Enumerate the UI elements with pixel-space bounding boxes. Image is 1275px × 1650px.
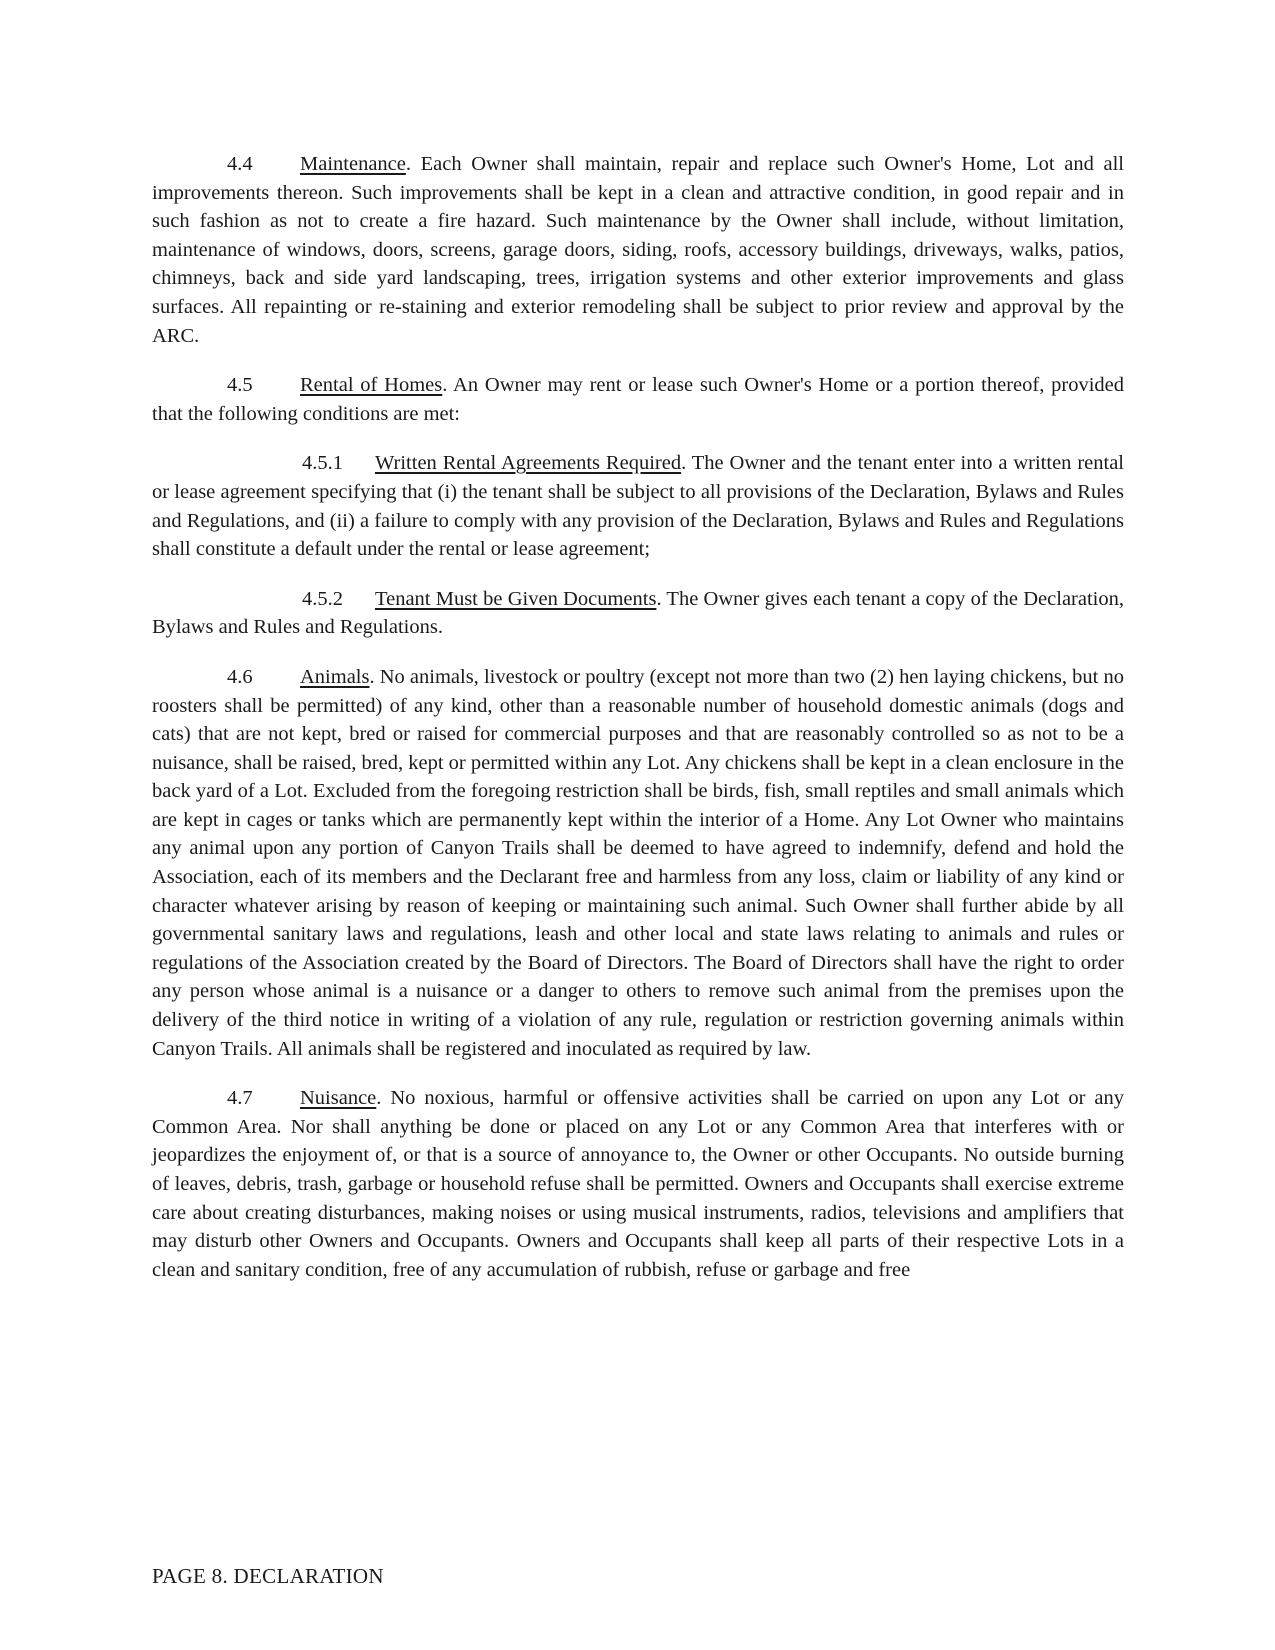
section-heading: Written Rental Agreements Required <box>375 452 682 475</box>
section-body: . The Owner and the tenant enter into a written rental or lease agreement specifying that (i) the tenant shall be subject to all provisions of the Declaration, Bylaws and Rules and Regulations, and (ii) a failure to comply with any provision of the Declaration, Bylaws and Rules and Regulations shall constitute a default under the rental or lease agreement; <box>152 452 1124 561</box>
section-heading: Nuisance <box>300 1087 377 1110</box>
section-heading: Animals <box>300 665 370 688</box>
section-body: . An Owner may rent or lease such Owner's Home or a portion thereof, provided that the following conditions are met: <box>152 374 1124 425</box>
section-4-4 <box>152 150 1124 350</box>
section-4-5-2 <box>152 585 1124 642</box>
section-heading: Maintenance <box>300 153 406 175</box>
section-4-7 <box>152 1084 1124 1284</box>
section-4-5 <box>152 371 1124 428</box>
section-body: . No noxious, harmful or offensive activities shall be carried on upon any Lot or any Common Area. Nor shall anything be done or placed on any Lot or any Common Area that interferes with or jeopardizes the enjoyment of, or that is a source of annoyance to, the Owner or other Occupants. No outside burning of leaves, debris, trash, garbage or household refuse shall be permitted. Owners and Occupants shall exercise extreme care about creating disturbances, making noises or using musical instruments, radios, televisions and amplifiers that may disturb other Owners and Occupants. Owners and Occupants shall keep all parts of their respective Lots in a clean and sanitary condition, free of any accumulation of rubbish, refuse or garbage and free <box>152 1087 1124 1281</box>
section-4-6 <box>152 663 1124 1063</box>
section-body: . The Owner gives each tenant a copy of the Declaration, Bylaws and Rules and Regulations. <box>152 587 1124 639</box>
section-number: 4.5 <box>227 374 253 397</box>
section-body: . No animals, livestock or poultry (except not more than two (2) hen laying chickens, but no roosters shall be permitted) of any kind, other than a reasonable number of household domestic animals (dogs and cats) that are not kept, bred or raised for commercial purposes and that are reasonably controlled so as not to be a nuisance, shall be raised, bred, kept or permitted within any Lot. Any chickens shall be kept in a clean enclosure in the back yard of a Lot. Excluded from the foregoing restriction shall be birds, fish, small reptiles and small animals which are kept in cages or tanks which are permanently kept within the interior of a Home. Any Lot Owner who maintains any animal upon any portion of Canyon Trails shall be deemed to have agreed to indemnify, defend and hold the Association, each of its members and the Declarant free and harmless from any loss, claim or liability of any kind or character whatever arising by reason of keeping or maintaining such animal. Such Owner shall further abide by all governmental sanitary laws and regulations, leash and other local and state laws relating to animals and rules or regulations of the Association created by the Board of Directors. The Board of Directors shall have the right to order any person whose animal is a nuisance or a danger to others to remove such animal from the premises upon the delivery of the third notice in writing of a violation of any rule, regulation or restriction governing animals within Canyon Trails. All animals shall be registered and inoculated as required by law. <box>152 665 1124 1060</box>
section-number: 4.5.2 <box>302 587 343 610</box>
section-4-5-1 <box>152 449 1124 563</box>
section-body: . Each Owner shall maintain, repair and replace such Owner's Home, Lot and all improvements thereon. Such improvements shall be kept in a clean and attractive condition, in good repair and in such fashion as not to create a fire hazard. Such maintenance by the Owner shall include, without limitation, maintenance of windows, doors, screens, garage doors, siding, roofs, accessory buildings, driveways, walks, patios, chimneys, back and side yard landscaping, trees, irrigation systems and other exterior improvements and glass surfaces. All repainting or re-staining and exterior remodeling shall be subject to prior review and approval by the ARC. <box>152 153 1124 347</box>
page-footer: PAGE 8. DECLARATION <box>152 1564 384 1588</box>
section-heading: Rental of Homes <box>300 374 443 397</box>
section-number: 4.7 <box>227 1087 253 1110</box>
section-number: 4.4 <box>227 153 253 175</box>
section-heading: Tenant Must be Given Documents <box>375 587 657 610</box>
section-number: 4.6 <box>227 665 253 688</box>
section-number: 4.5.1 <box>302 452 343 475</box>
document-page <box>152 150 1124 1305</box>
